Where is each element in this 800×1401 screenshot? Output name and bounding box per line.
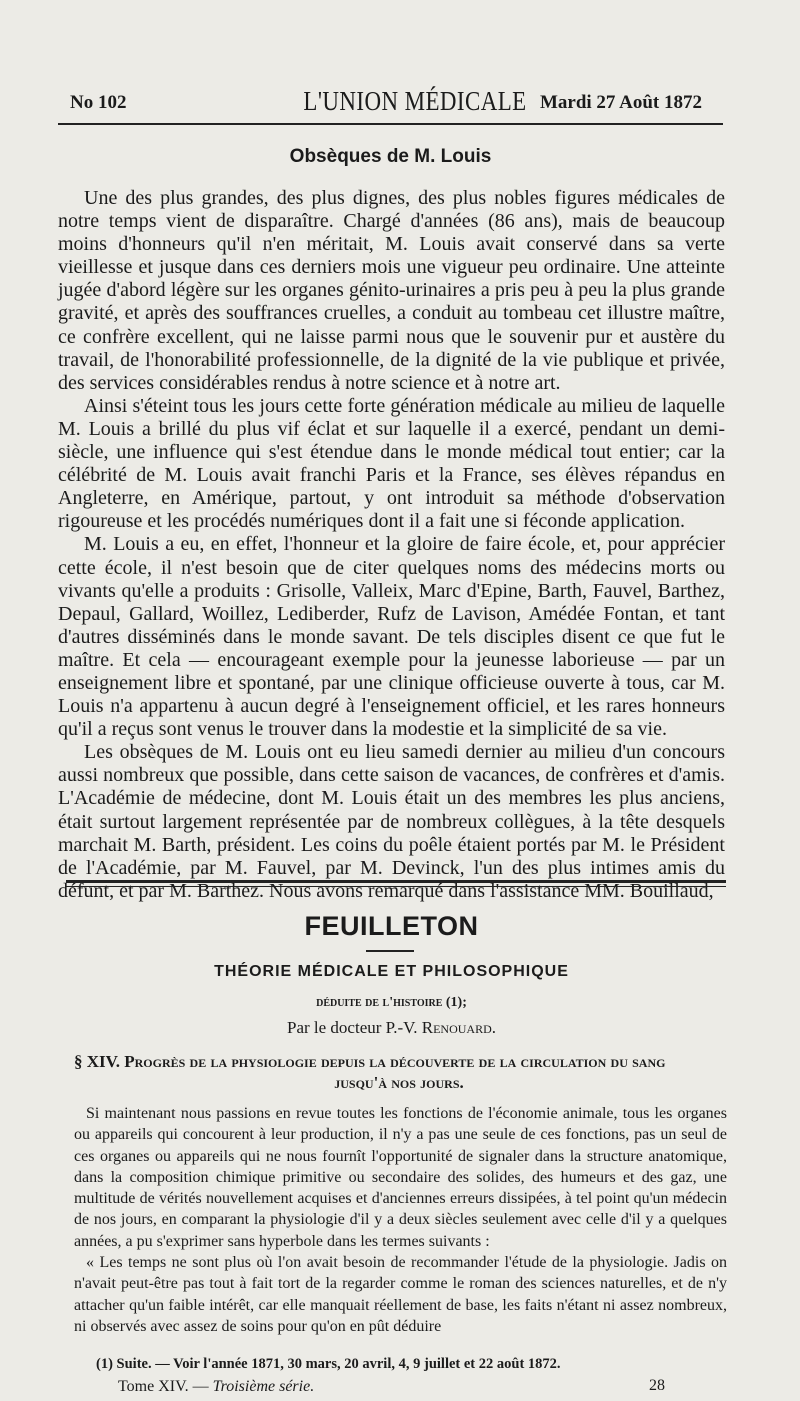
heading-separator — [366, 950, 414, 952]
feuilleton-deduite: déduite de l'histoire (1); — [316, 995, 467, 1010]
page-header — [70, 86, 702, 120]
issue-number: No 102 — [70, 92, 127, 113]
feuilleton-body — [74, 1103, 727, 1337]
journal-title: L'UNION MÉDICALE — [303, 86, 527, 116]
article-paragraph: Ainsi s'éteint tous les jours cette forte génération médicale au milieu de laquelle M. Louis a brillé du plus vif éclat et sur laquelle il a exercé, pendant un demi-siècle, une influence qui s'est étendue dans le monde médical tout entier; car la célébrité de M. Louis avait franchi Paris et la France, ses élèves répandus en Angleterre, en Amérique, partout, y ont introduit sa méthode d'observation rigoureuse et les procédés numériques dont il a fait une si féconde application. — [58, 394, 725, 533]
section-title-line2: jusqu'à nos jours. — [334, 1073, 464, 1092]
tome-label: Tome XIV. — — [118, 1378, 213, 1395]
article-paragraph: M. Louis a eu, en effet, l'honneur et la gloire de faire école, et, pour apprécier cette école, il n'est besoin que de citer quelques noms des médecins morts ou vivants qu'elle a produits : Grisolle, Valleix, Marc d'Epine, Barth, Fauvel, Barthez, Depaul, Gallard, Woillez, Lediberder, Rufz de Lavison, Amédée Fontan, et tant d'autres disséminés dans le monde savant. De tels disciples disent ce que fut le maître. Et cela — encourageant exemple pour la jeunesse laborieuse — par un enseignement libre et spontané, par une clinique officieuse ouverte à tous, car M. Louis n'a appartenu à aucun degré à l'enseignement officiel, et les rares honneurs qu'il a reçus sont venus le trouver dans la modestie et la simplicité de sa vie. — [58, 533, 725, 741]
feuilleton-heading: FEUILLETON — [304, 911, 479, 941]
footnote: (1) Suite. — Voir l'année 1871, 30 mars, 20 avril, 4, 9 juillet et 22 août 1872. — [96, 1356, 561, 1372]
section-title-line1: § XIV. Progrès de la physiologie depuis la découverte de la circulation du sang — [74, 1052, 666, 1071]
header-rule — [58, 123, 723, 125]
issue-date: Mardi 27 Août 1872 — [539, 92, 702, 113]
article-title: Obsèques de M. Louis — [289, 146, 492, 167]
feuilleton-paragraph: « Les temps ne sont plus où l'on avait besoin de recommander l'étude de la physiologie. Jadis on n'avait peut-être pas tout à fait tort de la regarder comme le roman des sciences naturelles, et de n'y attacher qu'un faible intérêt, car elle manquait réellement de base, les faits n'étant ni assez nombreux, ni observés avec assez de soins pour qu'on en pût déduire — [74, 1254, 727, 1335]
feuilleton-subtitle: THÉORIE MÉDICALE ET PHILOSOPHIQUE — [214, 963, 569, 980]
footer-tome — [118, 1378, 314, 1396]
article-paragraph: Les obsèques de M. Louis ont eu lieu samedi dernier au milieu d'un concours aussi nombreux que possible, dans cette saison de vacances, de confrères et d'amis. L'Académie de médecine, dont M. Louis était un des membres les plus anciens, était surtout largement représentée par de nombreux collègues, à la tête desquels marchait M. Barth, président. Les coins du poêle étaient portés par M. le Président de l'Académie, par M. Fauvel, par M. Devinck, l'un des plus intimes amis du défunt, et par M. Barthez. Nous avons remarqué dans l'assistance MM. Bouillaud, — [58, 741, 725, 902]
author-name: Renouard. — [421, 1018, 496, 1037]
page-number: 28 — [649, 1377, 665, 1394]
section-title — [74, 1051, 724, 1093]
feuilleton-divider — [66, 880, 726, 887]
serie-label: Troisième série. — [212, 1378, 315, 1395]
article-paragraph: Une des plus grandes, des plus dignes, des plus nobles figures médicales de notre temps vient de disparaître. Chargé d'années (86 ans), mais de beaucoup moins d'honneurs qu'il n'en méritait, M. Louis avait conservé dans sa verte vieillesse et jusque dans ces derniers mois une vigueur peu ordinaire. Une atteinte jugée d'abord légère sur les organes génito-urinaires a pris peu à peu la plus grande gravité, et après des souffrances cruelles, a conduit au tombeau cet illustre maître, ce confrère excellent, qui ne laisse parmi nous que le souvenir pur et austère du travail, de l'honorabilité professionnelle, de la dignité de la vie publique et privée, des services considérables rendus à notre science et à notre art. — [58, 187, 725, 394]
article-body — [58, 187, 725, 903]
feuilleton-author — [58, 1018, 725, 1038]
feuilleton-paragraph: Si maintenant nous passions en revue toutes les fonctions de l'économie animale, tous les organes ou appareils qui concourent à leur production, il n'y a pas une seule de ces fonctions, pas un seul de ces organes ou appareils qui ne nous fournît l'opportunité de signaler dans la structure anatomique, dans la composition chimique primitive ou secondaire des solides, des humeurs et des gaz, une multitude de vérités nouvellement acquises et d'anciennes erreurs dissipées, à tel point qu'un médecin de nos jours, en comparant la physiologie d'il y a deux siècles seulement avec celle d'il y a quelques années, a pu s'exprimer sans hyperbole dans les termes suivants : — [74, 1105, 727, 1250]
author-prefix: Par le docteur P.-V. — [287, 1018, 422, 1037]
